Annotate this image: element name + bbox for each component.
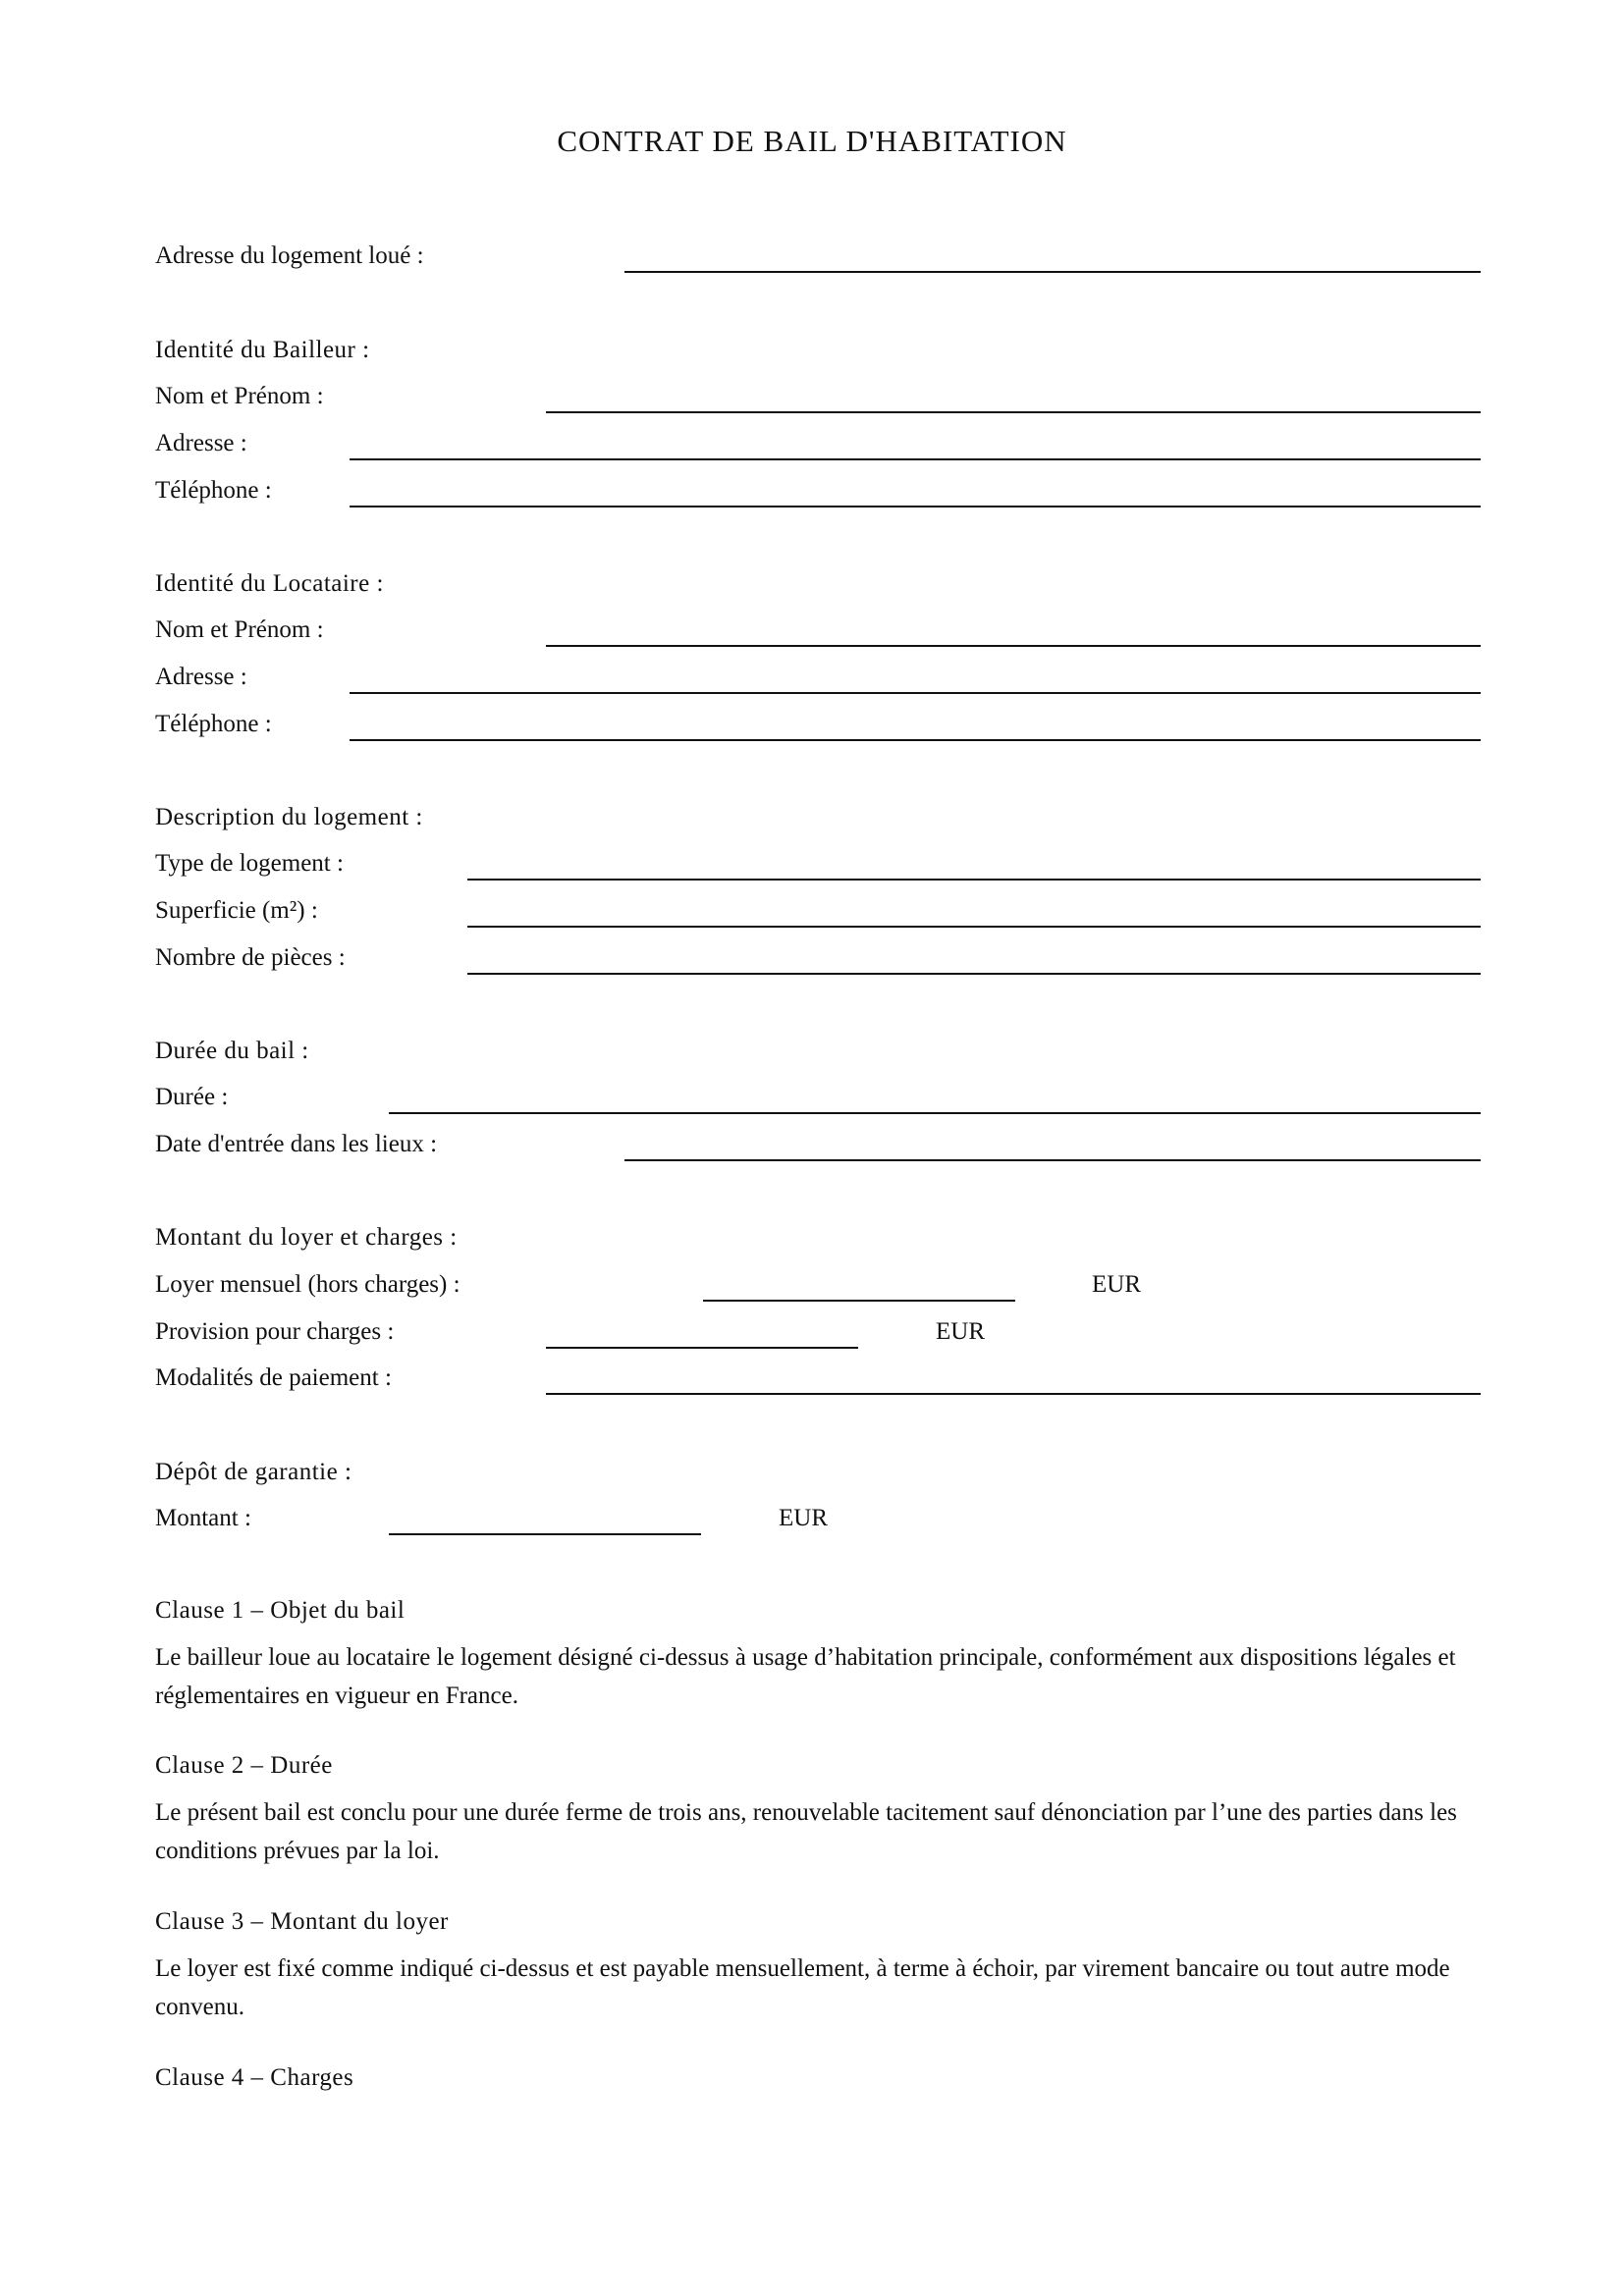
duree-heading: Durée du bail : bbox=[155, 1038, 309, 1064]
locataire-adresse-label: Adresse : bbox=[155, 664, 247, 690]
bailleur-telephone-label: Téléphone : bbox=[155, 477, 272, 504]
clause-2-title: Clause 2 – Durée bbox=[155, 1752, 333, 1779]
provision-charges-label: Provision pour charges : bbox=[155, 1318, 395, 1345]
locataire-heading: Identité du Locataire : bbox=[155, 570, 384, 597]
provision-charges-field[interactable] bbox=[546, 1347, 858, 1349]
depot-montant-label: Montant : bbox=[155, 1505, 251, 1531]
adresse-logement-field[interactable] bbox=[624, 271, 1481, 273]
date-entree-label: Date d'entrée dans les lieux : bbox=[155, 1131, 438, 1157]
loyer-mensuel-label: Loyer mensuel (hors charges) : bbox=[155, 1271, 460, 1298]
adresse-logement-label: Adresse du logement loué : bbox=[155, 242, 424, 269]
locataire-telephone-field[interactable] bbox=[350, 739, 1481, 741]
bailleur-nom-label: Nom et Prénom : bbox=[155, 383, 324, 409]
bailleur-heading: Identité du Bailleur : bbox=[155, 337, 370, 363]
bailleur-nom-field[interactable] bbox=[546, 411, 1481, 413]
superficie-label: Superficie (m²) : bbox=[155, 897, 318, 924]
type-logement-field[interactable] bbox=[467, 879, 1481, 881]
clause-1-title: Clause 1 – Objet du bail bbox=[155, 1597, 406, 1624]
duree-field[interactable] bbox=[389, 1112, 1481, 1114]
depot-heading: Dépôt de garantie : bbox=[155, 1459, 352, 1485]
depot-montant-unit: EUR bbox=[779, 1505, 828, 1531]
bailleur-telephone-field[interactable] bbox=[350, 506, 1481, 507]
modalites-paiement-label: Modalités de paiement : bbox=[155, 1364, 392, 1391]
description-heading: Description du logement : bbox=[155, 804, 423, 830]
depot-montant-field[interactable] bbox=[389, 1533, 701, 1535]
locataire-adresse-field[interactable] bbox=[350, 692, 1481, 694]
loyer-mensuel-field[interactable] bbox=[703, 1300, 1015, 1302]
loyer-mensuel-unit: EUR bbox=[1092, 1271, 1141, 1298]
clause-2-text: Le présent bail est conclu pour une durée ferme de trois ans, renouvelable tacitement sauf dénonciation par l’une des parties dans les conditions prévues par la loi. bbox=[155, 1799, 1457, 1864]
locataire-nom-field[interactable] bbox=[546, 645, 1481, 647]
provision-charges-unit: EUR bbox=[936, 1318, 985, 1345]
clause-4-title: Clause 4 – Charges bbox=[155, 2064, 354, 2091]
nombre-pieces-label: Nombre de pièces : bbox=[155, 944, 346, 971]
duree-label: Durée : bbox=[155, 1084, 229, 1110]
clause-1-text: Le bailleur loue au locataire le logement désigné ci-dessus à usage d’habitation principale, conformément aux dispositions légales et réglementaires en vigueur en France. bbox=[155, 1644, 1456, 1709]
clause-3-title: Clause 3 – Montant du loyer bbox=[155, 1908, 449, 1935]
date-entree-field[interactable] bbox=[624, 1159, 1481, 1161]
clause-3-text: Le loyer est fixé comme indiqué ci-dessus et est payable mensuellement, à terme à échoir, par virement bancaire ou tout autre mode convenu. bbox=[155, 1955, 1450, 2020]
locataire-nom-label: Nom et Prénom : bbox=[155, 616, 324, 643]
type-logement-label: Type de logement : bbox=[155, 850, 344, 877]
nombre-pieces-field[interactable] bbox=[467, 973, 1481, 975]
locataire-telephone-label: Téléphone : bbox=[155, 711, 272, 737]
bailleur-adresse-label: Adresse : bbox=[155, 430, 247, 456]
loyer-heading: Montant du loyer et charges : bbox=[155, 1224, 458, 1251]
superficie-field[interactable] bbox=[467, 926, 1481, 928]
modalites-paiement-field[interactable] bbox=[546, 1393, 1481, 1395]
bailleur-adresse-field[interactable] bbox=[350, 458, 1481, 460]
document-title: CONTRAT DE BAIL D'HABITATION bbox=[557, 124, 1067, 158]
